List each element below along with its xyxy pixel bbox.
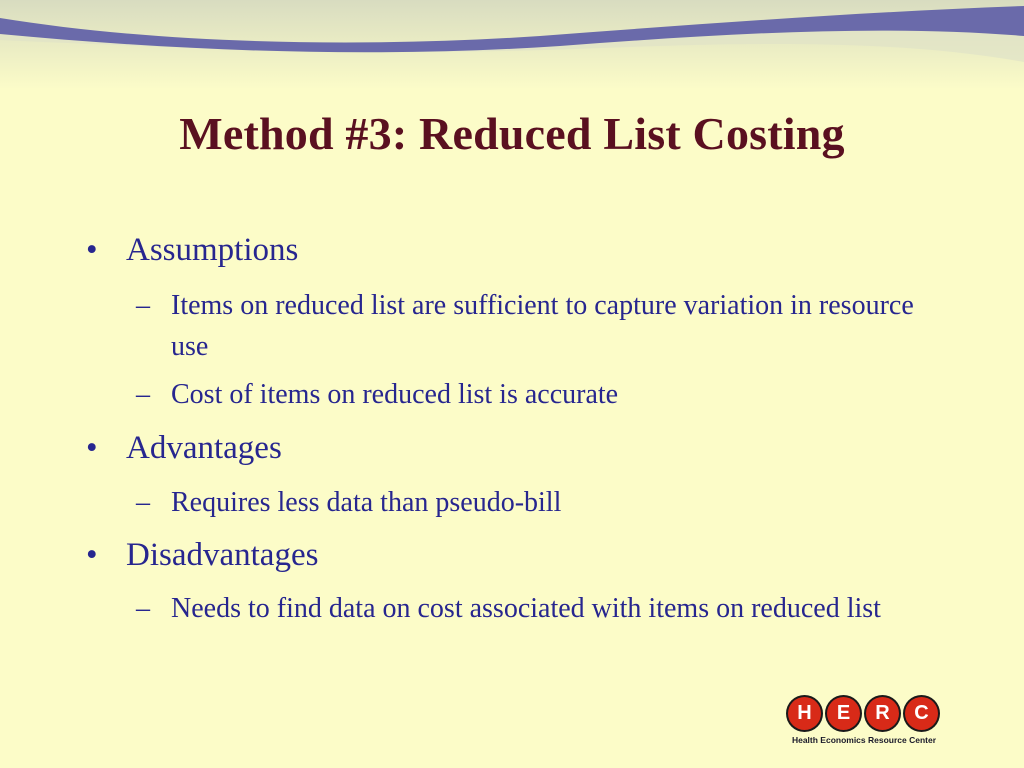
sub-bullet-text: Items on reduced list are sufficient to capture variation in resource use [171, 290, 914, 362]
bullet-glyph: • [86, 537, 98, 573]
logo-letter-h: H [788, 697, 821, 730]
dash-glyph: – [136, 487, 150, 518]
bullet-heading: Disadvantages [126, 537, 319, 573]
bullet-glyph: • [86, 430, 98, 466]
logo-letter-r: R [866, 697, 899, 730]
bullet-glyph: • [86, 232, 98, 268]
logo-letter-c: C [905, 697, 938, 730]
dash-glyph: – [136, 290, 150, 321]
logo-letter-e: E [827, 697, 860, 730]
sub-bullet-text: Cost of items on reduced list is accurate [171, 379, 619, 410]
sub-bullet-text: Needs to find data on cost associated with items on reduced list [171, 593, 881, 624]
logo-caption: Health Economics Resource Center [791, 735, 937, 745]
sub-bullet-text: Requires less data than pseudo-bill [171, 487, 562, 518]
bullet-heading: Advantages [126, 430, 282, 466]
dash-glyph: – [136, 593, 150, 624]
dash-glyph: – [136, 379, 150, 410]
slide-title: Method #3: Reduced List Costing [179, 108, 845, 159]
herc-logo [784, 697, 944, 749]
bullet-heading: Assumptions [126, 232, 299, 268]
